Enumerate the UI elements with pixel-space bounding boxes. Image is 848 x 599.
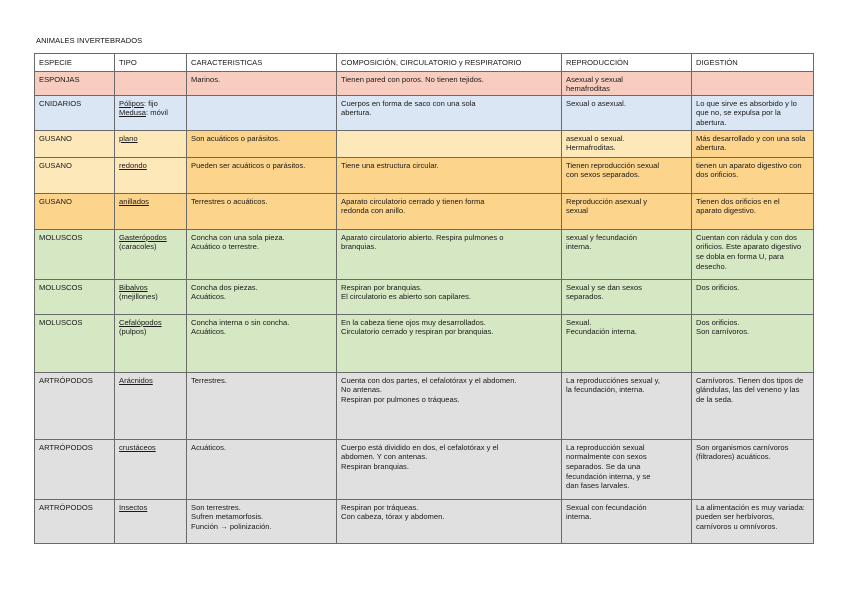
composicion-line: Circulatorio cerrado y respiran por branquias. (341, 327, 494, 337)
cell-especie (35, 229, 115, 279)
cell-digestion (692, 157, 814, 193)
reproduccion-line: Hermafroditas. (566, 143, 616, 153)
table-row (35, 314, 814, 372)
caracteristicas-line: Acuáticos. (191, 442, 227, 452)
reproduccion-line: normalmente con sexos (566, 452, 647, 462)
cell-composicion (337, 314, 562, 372)
especie-text: MOLUSCOS (39, 317, 83, 327)
digestion-line: Son carnívoros. (696, 327, 750, 337)
reproduccion-line: Sexual o asexual. (566, 98, 626, 108)
digestion-line: glándulas, las del veneno y las (696, 385, 800, 395)
cell-caracteristicas (187, 193, 337, 229)
reproduccion-line: Tienen reproducción sexual (566, 160, 660, 170)
caracteristicas-line: Concha dos piezas. (191, 282, 258, 292)
cell-reproduccion (562, 229, 692, 279)
table-row (35, 372, 814, 439)
cell-especie (35, 372, 115, 439)
composicion-line: branquias. (341, 242, 377, 252)
cell-especie (35, 157, 115, 193)
cell-composicion (337, 157, 562, 193)
caracteristicas-line: Función → polinización. (191, 521, 272, 531)
cell-composicion (337, 372, 562, 439)
cell-tipo (115, 130, 187, 157)
cell-digestion (692, 439, 814, 499)
digestion-line: que no, se expulsa por la (696, 108, 781, 118)
reproduccion-line: La reproducción sexual (566, 442, 645, 452)
cell-composicion (337, 130, 562, 157)
reproduccion-line: Sexual con fecundación (566, 502, 647, 512)
digestion-line: Dos orificios. (696, 282, 740, 292)
cell-composicion (337, 229, 562, 279)
cell-reproduccion (562, 71, 692, 95)
especie-text: ESPONJAS (39, 74, 80, 84)
cell-digestion (692, 229, 814, 279)
cell-especie (35, 71, 115, 95)
cell-especie (35, 499, 115, 543)
tipo-name: redondo (119, 160, 147, 170)
cell-especie (35, 193, 115, 229)
composicion-line: Tienen pared con poros. No tienen tejidos. (341, 74, 484, 84)
cell-caracteristicas (187, 499, 337, 543)
cell-reproduccion (562, 130, 692, 157)
digestion-line: desecho. (696, 261, 727, 271)
cell-tipo (115, 372, 187, 439)
composicion-line: No antenas. (341, 385, 382, 395)
cell-especie (35, 439, 115, 499)
caracteristicas-line: Marinos. (191, 74, 221, 84)
digestion-line: La alimentación es muy variada: (696, 502, 805, 512)
reproduccion-line: Reproducción asexual y (566, 196, 648, 206)
cell-reproduccion (562, 439, 692, 499)
header-composicion: COMPOSICIÓN, CIRCULATORIO y RESPIRATORIO (337, 54, 562, 72)
table-row (35, 279, 814, 314)
table-row (35, 95, 814, 130)
header-tipo: TIPO (115, 54, 187, 72)
table-row (35, 439, 814, 499)
cell-caracteristicas (187, 157, 337, 193)
cell-tipo (115, 499, 187, 543)
cell-digestion (692, 372, 814, 439)
cell-digestion (692, 314, 814, 372)
cell-especie (35, 279, 115, 314)
cell-composicion (337, 71, 562, 95)
tipo-name: anillados (119, 196, 149, 206)
especie-text: GUSANO (39, 196, 72, 206)
composicion-line: Respiran por branquias. (341, 282, 423, 292)
tipo-common-name: (mejillones) (119, 292, 158, 302)
digestion-line: de la seda. (696, 394, 734, 404)
cell-caracteristicas (187, 95, 337, 130)
tipo-name: Gasterópodos (119, 232, 167, 242)
header-caracteristicas: CARACTERISTICAS (187, 54, 337, 72)
cell-digestion (692, 130, 814, 157)
cell-caracteristicas (187, 372, 337, 439)
composicion-line: Cuerpo está dividido en dos, el cefalotórax y el (341, 442, 499, 452)
tipo-name: plano (119, 133, 138, 143)
reproduccion-line: fecundación interna, y se (566, 471, 651, 481)
digestion-line: tienen un aparato digestivo con (696, 160, 802, 170)
table-row (35, 193, 814, 229)
cell-caracteristicas (187, 279, 337, 314)
reproduccion-line: hemafroditas (566, 84, 610, 94)
tipo-common-name: (caracoles) (119, 242, 157, 252)
composicion-line: Con cabeza, tórax y abdomen. (341, 512, 445, 522)
tipo-detail: : fijo (143, 98, 158, 108)
cell-caracteristicas (187, 130, 337, 157)
invertebrates-table (34, 53, 814, 544)
digestion-line: se dobla en forma U, para (696, 251, 784, 261)
composicion-line: En la cabeza tiene ojos muy desarrollados. (341, 317, 486, 327)
especie-text: MOLUSCOS (39, 232, 83, 242)
especie-text: ARTRÓPODOS (39, 442, 93, 452)
table-row (35, 71, 814, 95)
digestion-line: abertura. (696, 117, 727, 127)
cell-tipo (115, 193, 187, 229)
cell-reproduccion (562, 372, 692, 439)
digestion-line: aparato digestivo. (696, 206, 756, 216)
cell-reproduccion (562, 157, 692, 193)
especie-text: ARTRÓPODOS (39, 375, 93, 385)
composicion-line: Aparato circulatorio abierto. Respira pulmones o (341, 232, 504, 242)
digestion-line: (filtradores) acuáticos. (696, 452, 771, 462)
tipo-name: crustáceos (119, 442, 156, 452)
tipo-detail-2: : móvil (146, 108, 168, 118)
reproduccion-line: con sexos separados. (566, 170, 640, 180)
reproduccion-line: sexual y fecundación (566, 232, 637, 242)
reproduccion-line: La reproducciónes sexual y, (566, 375, 660, 385)
cell-composicion (337, 279, 562, 314)
table-row (35, 130, 814, 157)
cell-especie (35, 130, 115, 157)
cell-especie (35, 95, 115, 130)
cell-reproduccion (562, 314, 692, 372)
cell-tipo (115, 439, 187, 499)
composicion-line: Cuerpos en forma de saco con una sola (341, 98, 476, 108)
composicion-line: Respiran por tráqueas. (341, 502, 419, 512)
digestion-line: Carnívoros. Tienen dos tipos de (696, 375, 804, 385)
digestion-line: abertura. (696, 143, 727, 153)
cell-tipo (115, 229, 187, 279)
composicion-line: Respiran branquias. (341, 461, 409, 471)
digestion-line: carnívoros u omnívoros. (696, 521, 778, 531)
document-title: ANIMALES INVERTEBRADOS (36, 36, 143, 45)
caracteristicas-line: Son acuáticos o parásitos. (191, 133, 281, 143)
reproduccion-line: Fecundación interna. (566, 327, 637, 337)
reproduccion-line: separados. Se da una (566, 461, 641, 471)
cell-caracteristicas (187, 71, 337, 95)
digestion-line: Tienen dos orificios en el (696, 196, 780, 206)
digestion-line: Son organismos carnívoros (696, 442, 789, 452)
especie-text: GUSANO (39, 160, 72, 170)
digestion-line: dos orificios. (696, 170, 739, 180)
header-reproduccion: REPRODUCCIÓN (562, 54, 692, 72)
composicion-line: abdomen. Y con antenas. (341, 452, 428, 462)
cell-digestion (692, 279, 814, 314)
composicion-line: El circulatorio es abierto son capilares. (341, 292, 471, 302)
table-row (35, 229, 814, 279)
especie-text: GUSANO (39, 133, 72, 143)
reproduccion-line: interna. (566, 512, 592, 522)
cell-especie (35, 314, 115, 372)
cell-composicion (337, 193, 562, 229)
especie-text: MOLUSCOS (39, 282, 83, 292)
cell-tipo (115, 95, 187, 130)
caracteristicas-line: Son terrestres. (191, 502, 241, 512)
reproduccion-line: sexual (566, 206, 588, 216)
caracteristicas-line: Terrestres. (191, 375, 227, 385)
tipo-name: Bibalvos (119, 282, 148, 292)
reproduccion-line: interna. (566, 242, 592, 252)
caracteristicas-line: Acuáticos. (191, 327, 227, 337)
composicion-line: abertura. (341, 108, 372, 118)
tipo-name: Arácnidos (119, 375, 153, 385)
reproduccion-line: separados. (566, 292, 604, 302)
digestion-line: Cuentan con rádula y con dos (696, 232, 797, 242)
caracteristicas-line: Acuático o terrestre. (191, 242, 259, 252)
digestion-line: Lo que sirve es absorbido y lo (696, 98, 797, 108)
composicion-line: Cuenta con dos partes, el cefalotórax y el abdomen. (341, 375, 517, 385)
cell-caracteristicas (187, 229, 337, 279)
table-row (35, 499, 814, 543)
cell-composicion (337, 439, 562, 499)
header-especie: ESPECIE (35, 54, 115, 72)
header-row (35, 54, 814, 72)
cell-digestion (692, 71, 814, 95)
reproduccion-line: Asexual y sexual (566, 74, 623, 84)
reproduccion-line: dan fases larvales. (566, 481, 630, 491)
cell-digestion (692, 499, 814, 543)
digestion-line: pueden ser herbívoros, (696, 512, 775, 522)
reproduccion-line: Sexual. (566, 317, 592, 327)
digestion-line: Dos orificios. (696, 317, 740, 327)
especie-text: CNIDARIOS (39, 98, 82, 108)
cell-reproduccion (562, 193, 692, 229)
composicion-line: redonda con anillo. (341, 206, 406, 216)
caracteristicas-line: Pueden ser acuáticos o parásitos. (191, 160, 306, 170)
cell-reproduccion (562, 499, 692, 543)
caracteristicas-line: Acuáticos. (191, 292, 227, 302)
caracteristicas-line: Terrestres o acuáticos. (191, 196, 268, 206)
cell-reproduccion (562, 279, 692, 314)
especie-text: ARTRÓPODOS (39, 502, 93, 512)
cell-digestion (692, 193, 814, 229)
cell-reproduccion (562, 95, 692, 130)
cell-tipo (115, 314, 187, 372)
reproduccion-line: asexual o sexual. (566, 133, 625, 143)
cell-composicion (337, 499, 562, 543)
composicion-line: Tiene una estructura circular. (341, 160, 439, 170)
digestion-line: Más desarrollado y con una sola (696, 133, 806, 143)
cell-caracteristicas (187, 314, 337, 372)
cell-tipo (115, 279, 187, 314)
caracteristicas-line: Sufren metamorfosis. (191, 512, 264, 522)
tipo-name: Insectos (119, 502, 148, 512)
cell-tipo (115, 71, 187, 95)
cell-tipo (115, 157, 187, 193)
cell-caracteristicas (187, 439, 337, 499)
table-row (35, 157, 814, 193)
tipo-common-name: (pulpos) (119, 327, 147, 337)
header-digestion: DIGESTIÓN (692, 54, 814, 72)
reproduccion-line: Sexual y se dan sexos (566, 282, 642, 292)
tipo-name-2: Medusa (119, 108, 147, 118)
caracteristicas-line: Concha interna o sin concha. (191, 317, 290, 327)
composicion-line: Respiran por pulmones o tráqueas. (341, 394, 460, 404)
caracteristicas-line: Concha con una sola pieza. (191, 232, 285, 242)
tipo-name: Pólipos (119, 98, 144, 108)
tipo-name: Cefalópodos (119, 317, 162, 327)
cell-digestion (692, 95, 814, 130)
reproduccion-line: la fecundación, interna. (566, 385, 645, 395)
digestion-line: orificios. Este aparato digestivo (696, 242, 802, 252)
composicion-line: Aparato circulatorio cerrado y tienen forma (341, 196, 485, 206)
cell-composicion (337, 95, 562, 130)
